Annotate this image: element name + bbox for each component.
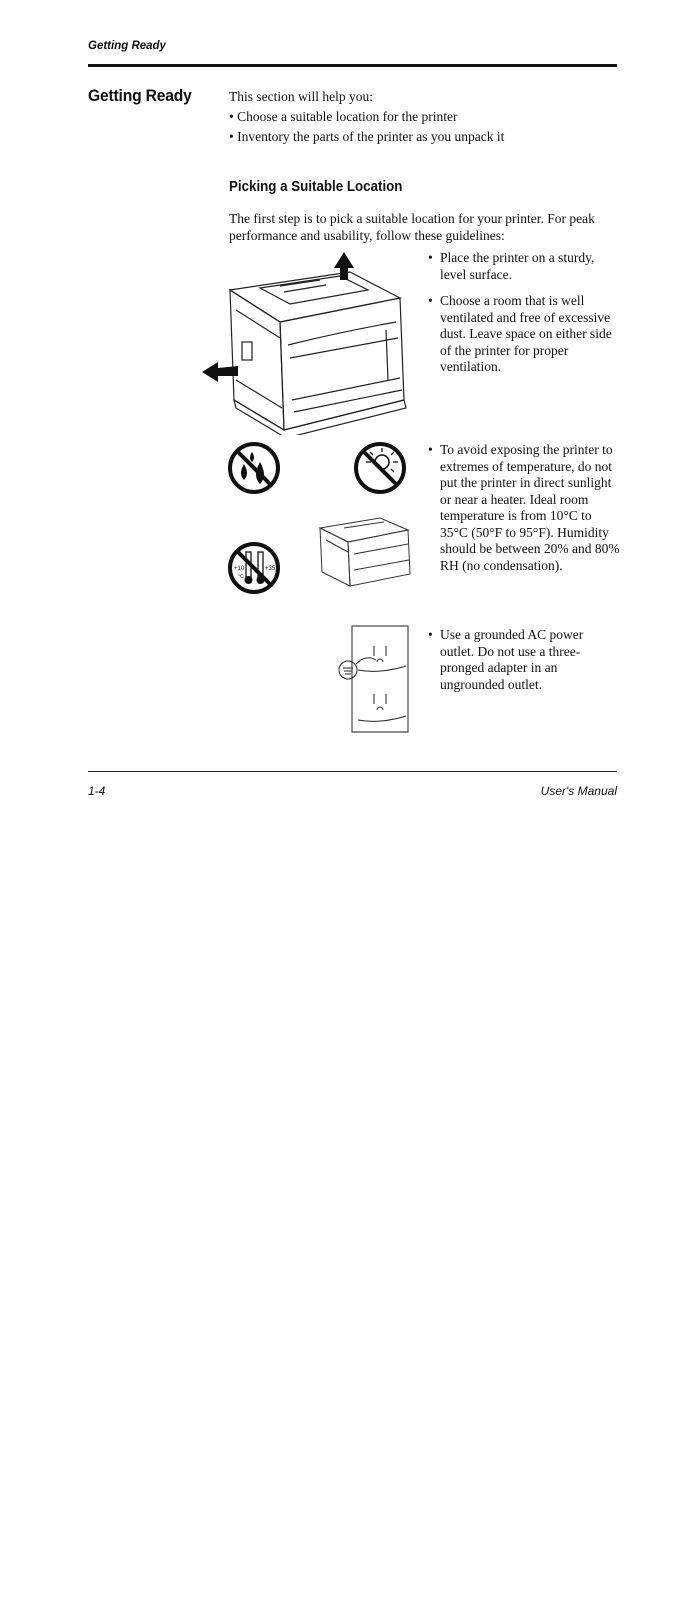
- printer-small-illustration: [314, 510, 414, 590]
- section-title: Getting Ready: [88, 86, 192, 105]
- no-sunlight-icon: [352, 440, 408, 496]
- intro-text: This section will help you:: [229, 89, 373, 104]
- lead-paragraph: The first step is to pick a suitable location for your printer. For peak performance and usability, follow these guidelines:: [229, 211, 595, 243]
- temp-high-label: +35: [265, 566, 276, 572]
- bullet-marker: •: [428, 293, 433, 308]
- printer-illustration: [200, 250, 420, 435]
- guideline-4: [428, 627, 620, 693]
- guideline-2-text: Choose a room that is well ventilated and free of excessive dust. Leave space on either side of the printer for proper ventilation.: [440, 293, 612, 374]
- subsection-title: Picking a Suitable Location: [229, 179, 403, 195]
- bullet-marker: •: [428, 250, 433, 265]
- footer-rule: [88, 771, 617, 772]
- no-temperature-extremes-icon: [226, 540, 282, 596]
- guideline-4-text: Use a grounded AC power outlet. Do not use a three-pronged adapter in an ungrounded outlet.: [440, 627, 584, 692]
- guideline-1: [428, 250, 620, 283]
- intro-bullet-1: • Choose a suitable location for the printer: [229, 109, 458, 124]
- page-number: 1-4: [88, 784, 106, 798]
- guideline-2: [428, 293, 620, 376]
- running-header: Getting Ready: [88, 40, 166, 52]
- bullet-marker: •: [428, 442, 433, 457]
- guideline-1-text: Place the printer on a sturdy, level surface.: [440, 250, 595, 282]
- intro-block: [229, 88, 617, 148]
- guideline-3: [428, 442, 620, 574]
- guideline-3-text: To avoid exposing the printer to extremes of temperature, do not put the printer in direct sunlight or near a heater. Ideal room temperature is from 10°C to 35°C (50°F to 95°F). Humidity should be between 20% and 80% RH (no condensation).: [440, 442, 620, 573]
- manual-title: User's Manual: [540, 784, 617, 798]
- temp-unit-label: °C: [238, 574, 244, 580]
- no-water-icon: [226, 440, 282, 496]
- bullet-marker: •: [428, 627, 433, 642]
- grounded-outlet-icon: [336, 624, 416, 736]
- intro-bullet-2: • Inventory the parts of the printer as you unpack it: [229, 129, 505, 144]
- temp-low-label: +10: [234, 566, 245, 572]
- header-rule: [88, 64, 617, 67]
